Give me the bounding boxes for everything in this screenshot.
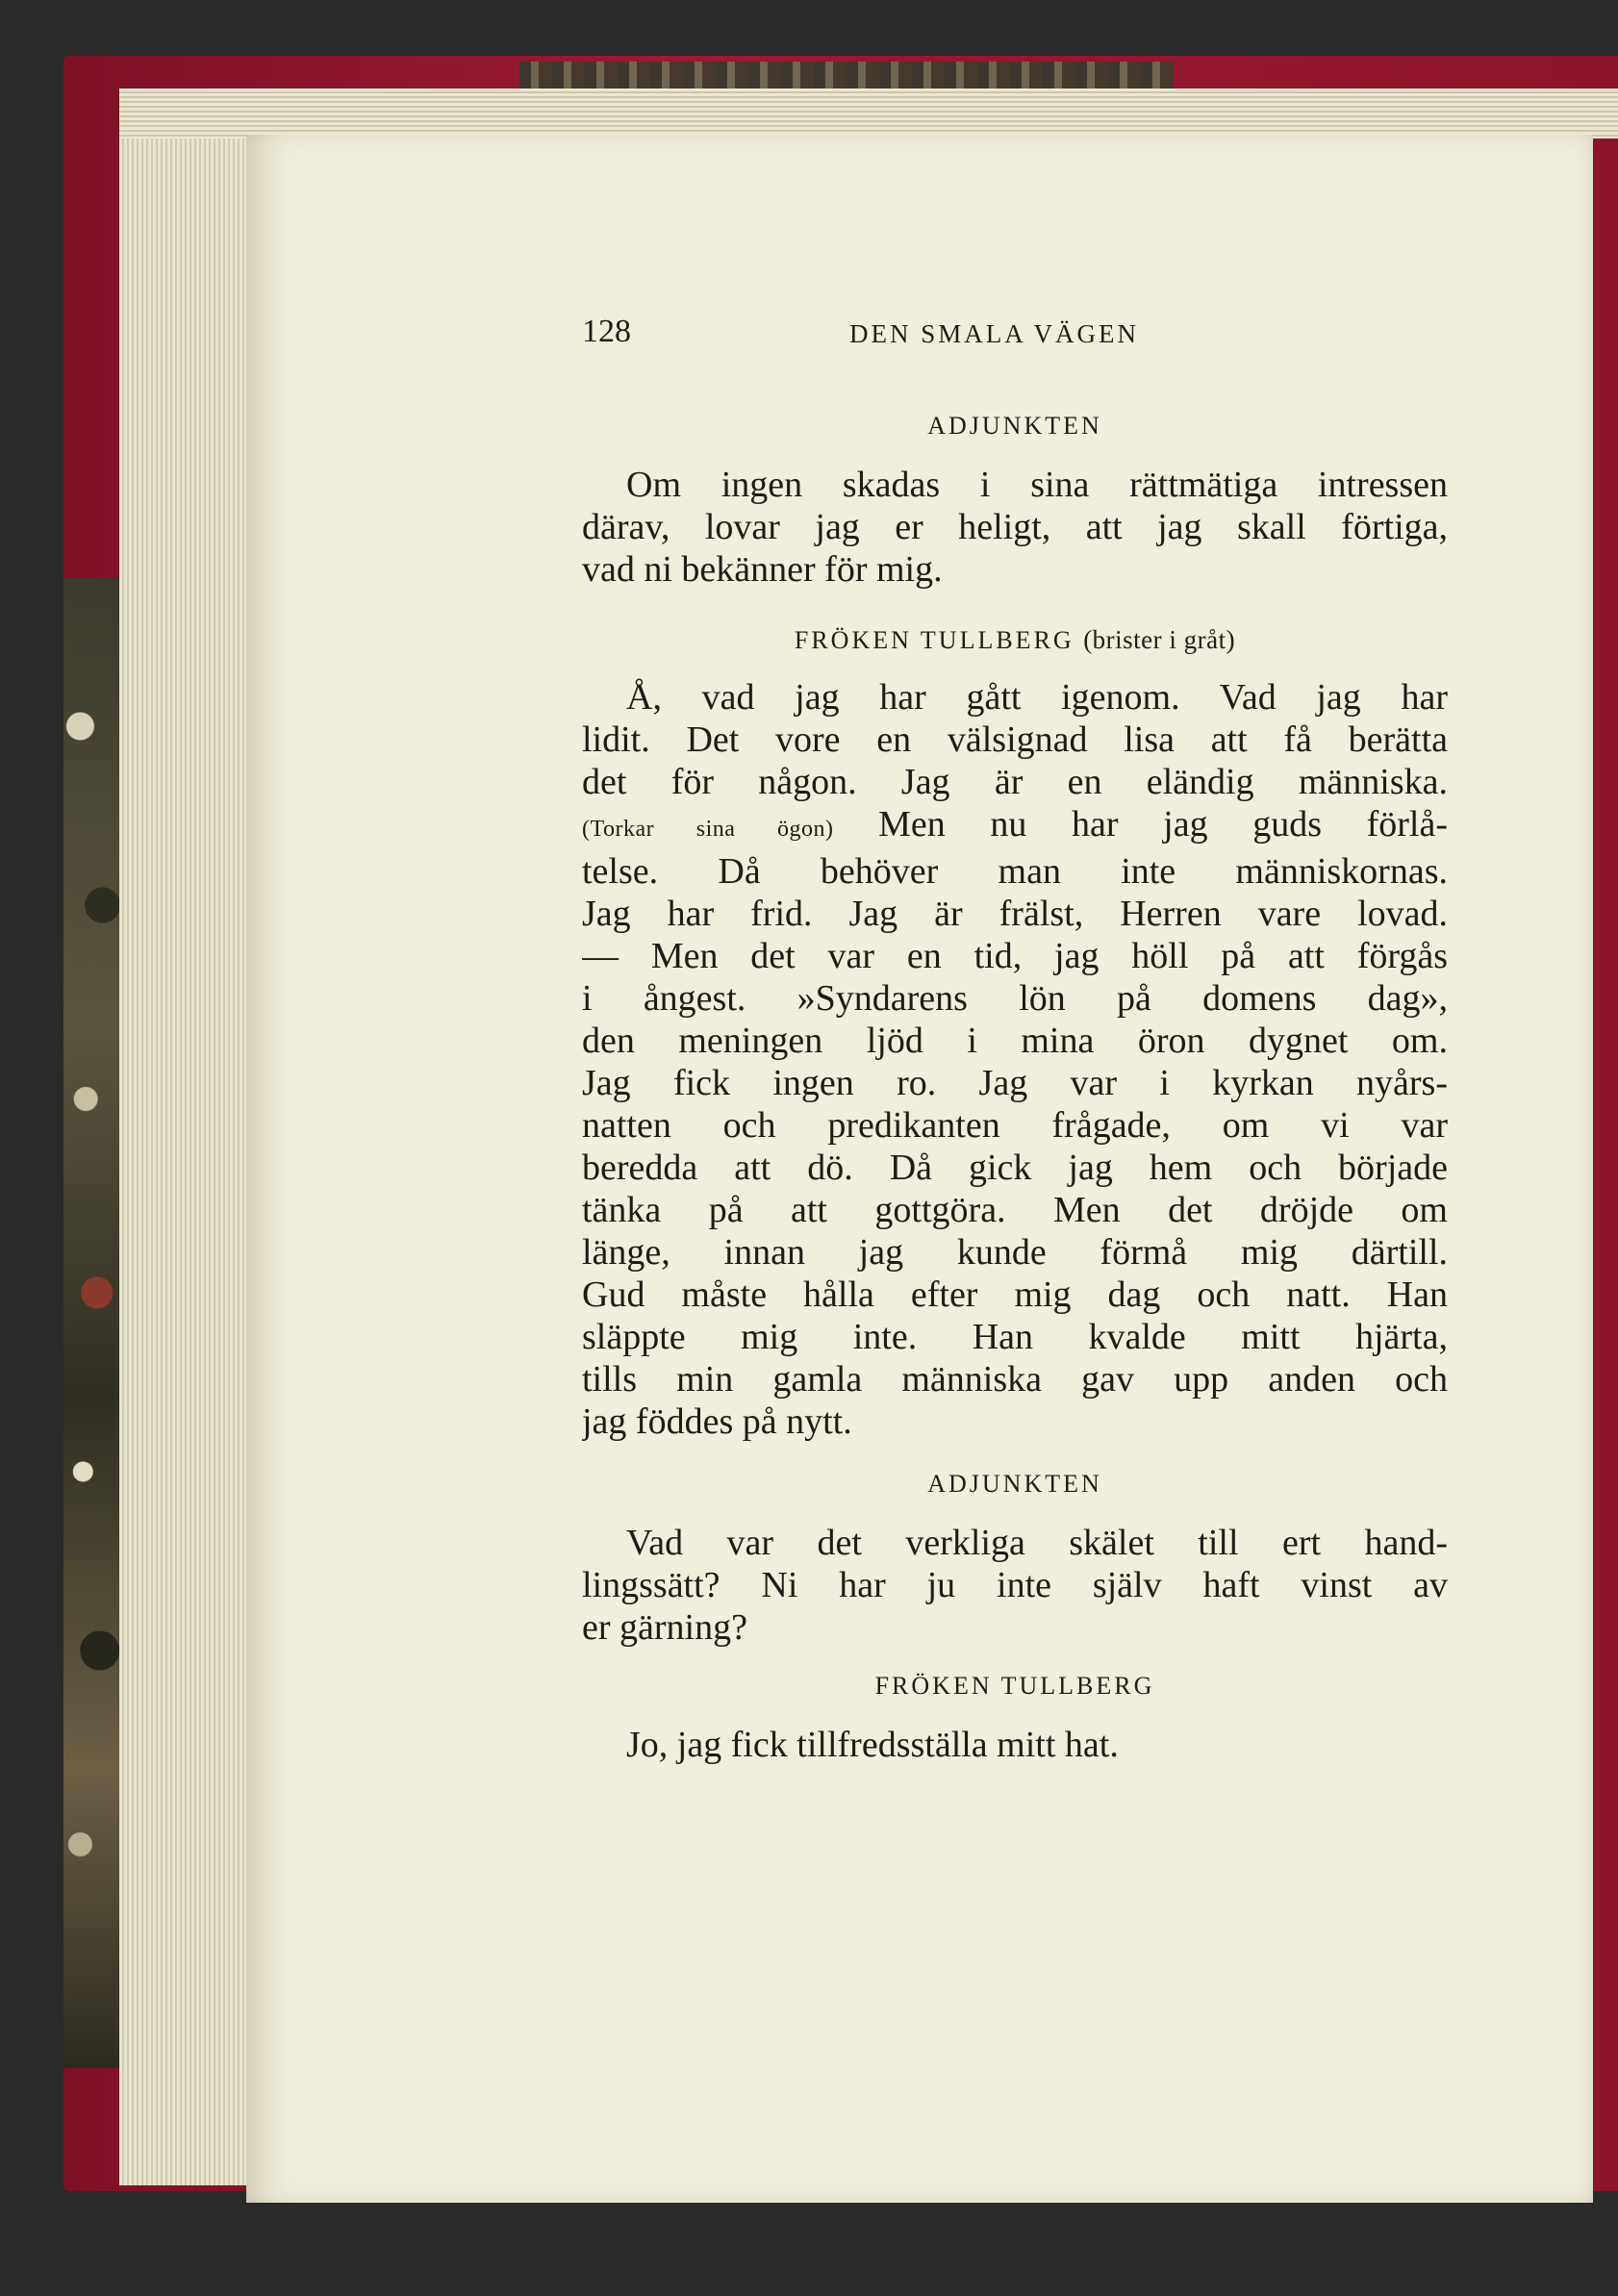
text-line: Gud måste hålla efter mig dag och natt. Han (582, 1274, 1448, 1315)
text-line: lidit. Det vore en välsignad lisa att få berätta (582, 719, 1448, 760)
page-edges (119, 88, 254, 2185)
book-title: DEN SMALA VÄGEN (849, 319, 1140, 348)
text-fragment: Men nu har jag guds förlå- (878, 804, 1448, 845)
text-line: natten och predikanten frågade, om vi var (582, 1105, 1448, 1146)
text-line: det för någon. Jag är en eländig människa. (582, 762, 1448, 802)
page-number: 128 (582, 314, 631, 349)
text-line-with-direction (582, 803, 1448, 850)
speech-block (582, 625, 1448, 1443)
text-line: Vad var det verkliga skälet till ert hand- (626, 1523, 1448, 1563)
text-line: jag föddes på nytt. (582, 1401, 852, 1442)
text-line: länge, innan jag kunde förmå mig därtill. (582, 1232, 1448, 1273)
text-line: er gärning? (582, 1607, 747, 1648)
speaker-name: FRÖKEN TULLBERG (874, 1672, 1155, 1700)
text-line: lingssätt? Ni har ju inte själv haft vinst av (582, 1565, 1448, 1605)
speaker-name: ADJUNKTEN (927, 1470, 1102, 1498)
text-line: Jag har frid. Jag är frälst, Herren vare lovad. (582, 894, 1448, 934)
text-line: Om ingen skadas i sina rättmätiga intressen (626, 465, 1448, 505)
text-line: vad ni bekänner för mig. (582, 549, 943, 590)
text-line: den meningen ljöd i mina öron dygnet om. (582, 1021, 1448, 1061)
speech-block (582, 1470, 1448, 1649)
text-line: beredda att dö. Då gick jag hem och började (582, 1148, 1448, 1188)
speaker-name: ADJUNKTEN (927, 412, 1102, 440)
text-line: tänka på att gottgöra. Men det dröjde om (582, 1190, 1448, 1230)
text-line: därav, lovar jag er heligt, att jag skall förtiga, (582, 507, 1448, 547)
stage-direction: (brister i gråt) (1083, 625, 1236, 654)
text-line: — Men det var en tid, jag höll på att förgås (582, 936, 1448, 976)
text-line: telse. Då behöver man inte människornas. (582, 851, 1448, 892)
text-line: Å, vad jag har gått igenom. Vad jag har (626, 677, 1448, 718)
speech-block (582, 412, 1448, 591)
text-line: Jag fick ingen ro. Jag var i kyrkan nyårs- (582, 1063, 1448, 1103)
text-line: tills min gamla människa gav upp anden och (582, 1359, 1448, 1400)
text-line: i ångest. »Syndarens lön på domens dag», (582, 978, 1448, 1019)
speech-block (582, 1672, 1448, 1766)
text-line: släppte mig inte. Han kvalde mitt hjärta, (582, 1317, 1448, 1357)
marbled-endpaper (63, 577, 119, 2068)
text-line: Jo, jag fick tillfredsställa mitt hat. (626, 1725, 1119, 1765)
speaker-name: FRÖKEN TULLBERG (794, 626, 1074, 654)
running-head (582, 314, 1448, 352)
inline-stage-direction: (Torkar sina ögon) (582, 817, 834, 842)
page-edges-top (119, 88, 1618, 139)
speaker-heading (582, 625, 1448, 655)
